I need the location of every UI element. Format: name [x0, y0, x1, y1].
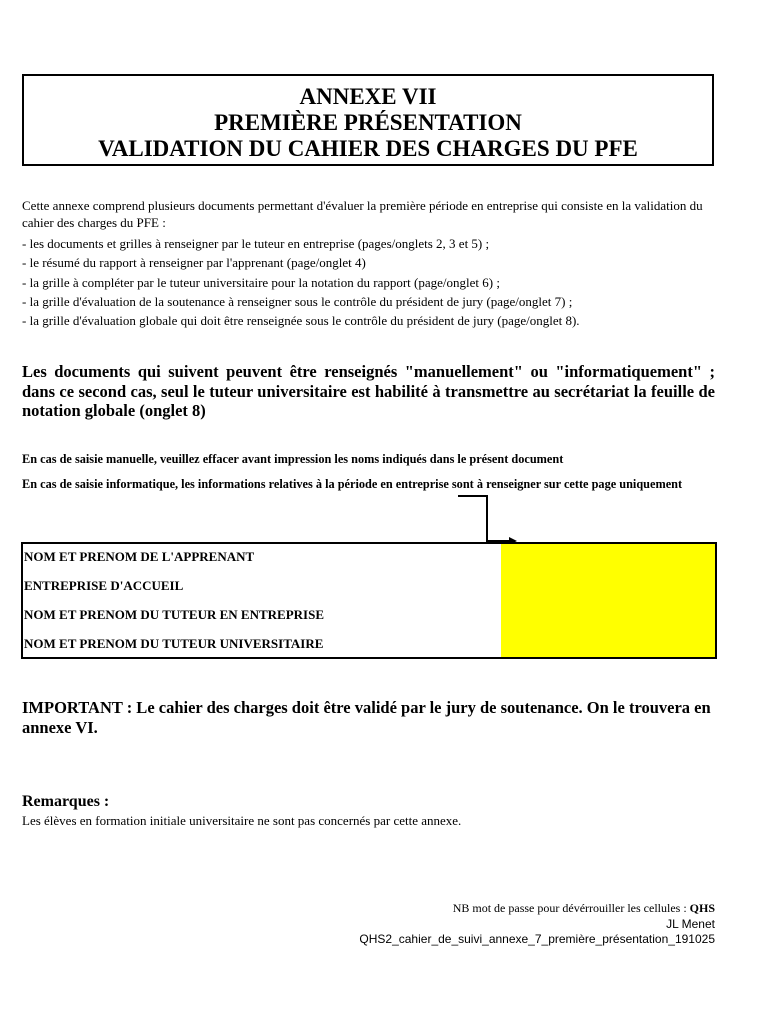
list-item: - la grille à compléter par le tuteur universitaire pour la notation du rapport (page/onglet 6) ; — [22, 274, 500, 290]
university-tutor-label: NOM ET PRENOM DU TUTEUR UNIVERSITAIRE — [24, 636, 324, 651]
important-note: IMPORTANT : Le cahier des charges doit être validé par le jury de soutenance. On le trouvera en annexe VI. — [22, 698, 711, 737]
info-table — [21, 542, 717, 659]
host-company-label: ENTREPRISE D'ACCUEIL — [24, 578, 184, 593]
info-labels — [23, 544, 501, 657]
manual-entry-note: En cas de saisie manuelle, veuillez effacer avant impression les noms indiqués dans le présent document — [22, 452, 564, 466]
title-line-3: VALIDATION DU CAHIER DES CHARGES DU PFE — [98, 136, 638, 161]
remarks-heading: Remarques : — [22, 793, 110, 810]
intro-section — [22, 197, 722, 330]
password-value: QHS — [689, 901, 715, 915]
file-name: QHS2_cahier_de_suivi_annexe_7_première_présentation_191025 — [359, 932, 715, 946]
title-line-1: ANNEXE VII — [299, 84, 437, 109]
input-cells[interactable] — [501, 544, 715, 657]
list-item: - la grille d'évaluation globale qui doit être renseignée sous le contrôle du président de jury (page/onglet 8). — [22, 313, 580, 329]
list-item: - la grille d'évaluation de la soutenance à renseigner sous le contrôle du président de jury (page/onglet 7) ; — [22, 293, 573, 309]
digital-entry-note: En cas de saisie informatique, les informations relatives à la période en entreprise sont à renseigner sur cette page uniquement — [22, 477, 683, 491]
company-tutor-label: NOM ET PRENOM DU TUTEUR EN ENTREPRISE — [24, 607, 325, 622]
entry-mode-paragraph: Les documents qui suivent peuvent être renseignés "manuellement" ou "informatiquement" ; dans ce second cas, seul le tuteur universitaire est habilité à transmettre au secrétariat la feuille de notation globale (onglet 8) — [22, 362, 715, 420]
password-note-text: NB mot de passe pour dévérrouiller les cellules : — [452, 901, 690, 915]
intro-paragraph: Cette annexe comprend plusieurs documents permettant d'évaluer la première période en entreprise qui consiste en la validation du cahier des charges du PFE : — [22, 198, 703, 230]
title-line-2: PREMIÈRE PRÉSENTATION — [214, 110, 522, 135]
remarks-text: Les élèves en formation initiale universitaire ne sont pas concernés par cette annexe. — [22, 813, 462, 828]
password-note — [453, 901, 715, 916]
list-item: - les documents et grilles à renseigner par le tuteur en entreprise (pages/onglets 2, 3 et 5) ; — [22, 236, 490, 251]
list-item: - le résumé du rapport à renseigner par l'apprenant (page/onglet 4) — [22, 255, 366, 271]
document-list — [22, 234, 722, 330]
learner-name-label: NOM ET PRENOM DE L'APPRENANT — [24, 549, 255, 564]
author: JL Menet — [666, 917, 715, 931]
title-box — [22, 74, 714, 166]
